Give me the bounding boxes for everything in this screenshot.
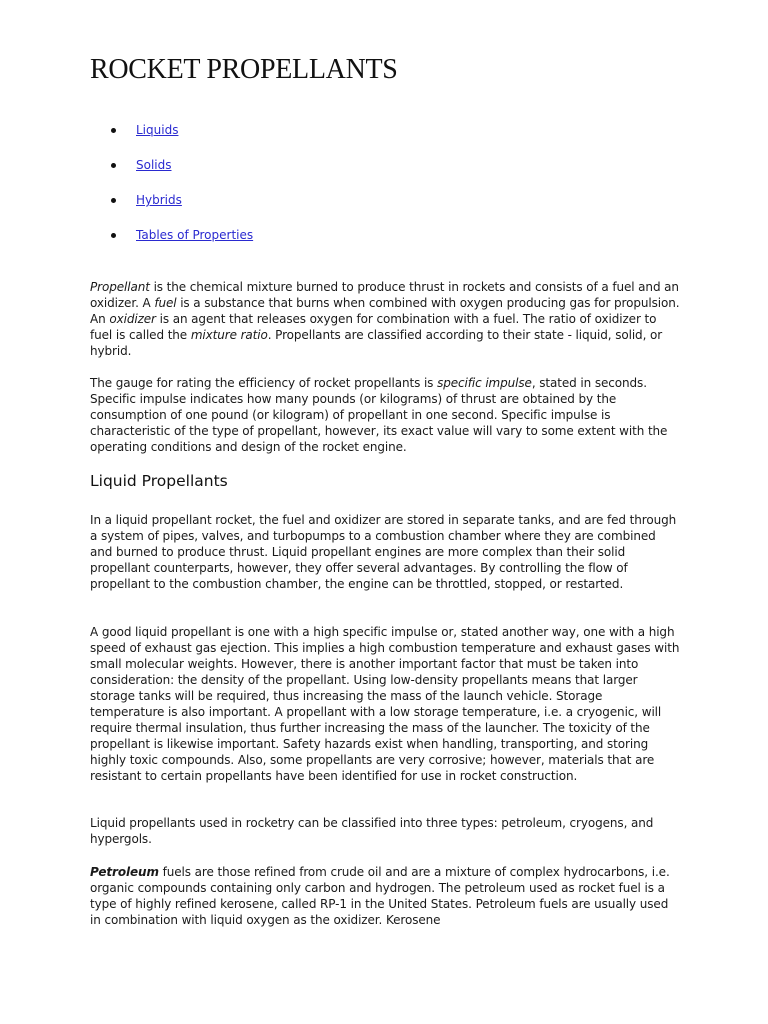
term-oxidizer: oxidizer — [109, 312, 156, 326]
text-run: fuels are those refined from crude oil and are a mixture of complex hydrocarbons, i.e. organic compounds containing only carbon and hydrogen. The petroleum used as rocket fuel is a type of highly refined kerosene, called RP-1 in the United States. Petroleum fuels are usually used in combination with liquid oxygen as the oxidizer. Kerosene — [90, 865, 670, 927]
bullet-icon — [111, 128, 116, 133]
toc-link-solids[interactable]: Solids — [136, 158, 172, 172]
section-heading-liquid-propellants: Liquid Propellants — [90, 472, 228, 490]
liquid-paragraph-types: Liquid propellants used in rocketry can be classified into three types: petroleum, cryogens, and hypergols. — [90, 816, 654, 846]
liquid-paragraph-good-propellant: A good liquid propellant is one with a high specific impulse or, stated another way, one with a high speed of exhaust gas ejection. This implies a high combustion temperature and exhaust gases with small molecular weights. However, there is another important factor that must be taken into consideration: the density of the propellant. Using low-density propellants means that larger storage tanks will be required, thus increasing the mass of the launch vehicle. Storage temperature is also important. A propellant with a low storage temperature, i.e. a cryogenic, will require thermal insulation, thus further increasing the mass of the launcher. The toxicity of the propellant is likewise important. Safety hazards exist when handling, transporting, and storing highly toxic compounds. Also, some propellants are very corrosive; however, materials that are resistant to certain propellants have been identified for use in rocket construction. — [90, 625, 680, 783]
toc-item-solids — [90, 156, 253, 191]
text-run: The gauge for rating the efficiency of rocket propellants is — [90, 376, 438, 390]
text-run: is the chemical mixture burned to produce thrust in rockets and consists of a fuel and an oxidizer. A — [90, 280, 679, 310]
toc-item-hybrids — [90, 191, 253, 226]
term-propellant: Propellant — [90, 280, 150, 294]
toc-item-tables — [90, 226, 253, 261]
bullet-icon — [111, 198, 116, 203]
intro-paragraph-specific-impulse — [90, 375, 680, 455]
bullet-icon — [111, 233, 116, 238]
liquid-paragraph-overview: In a liquid propellant rocket, the fuel and oxidizer are stored in separate tanks, and are fed through a system of pipes, valves, and turbopumps to a combustion chamber where they are combined and burned to produce thrust. Liquid propellant engines are more complex than their solid propellant counterparts, however, they offer several advantages. By controlling the flow of propellant to the combustion chamber, the engine can be throttled, stopped, or restarted. — [90, 513, 677, 591]
liquid-paragraph-petroleum — [90, 864, 680, 928]
toc-link-liquids[interactable]: Liquids — [136, 123, 179, 137]
term-specific-impulse: specific impulse — [437, 376, 532, 390]
term-mixture-ratio: mixture ratio — [190, 328, 268, 342]
term-fuel: fuel — [154, 296, 177, 310]
text-run: is a substance that burns when combined with oxygen producing gas for propulsion. An — [90, 296, 680, 326]
toc-item-liquids — [90, 121, 253, 156]
term-petroleum: Petroleum — [90, 865, 159, 879]
text-run: . Propellants are classified according to their state - liquid, solid, or hybrid. — [90, 328, 663, 358]
text-run: is an agent that releases oxygen for combination with a fuel. The ratio of oxidizer to fuel is called the — [90, 312, 657, 342]
text-run: , stated in seconds. Specific impulse indicates how many pounds (or kilograms) of thrust are obtained by the consumption of one pound (or kilogram) of propellant in one second. Specific impulse is characteristic of the type of propellant, however, its exact value will vary to some extent with the operating conditions and design of the rocket engine. — [90, 376, 668, 454]
toc-link-tables-of-properties[interactable]: Tables of Properties — [136, 228, 254, 242]
toc-link-hybrids[interactable]: Hybrids — [136, 193, 182, 207]
intro-paragraph-propellant — [90, 279, 680, 359]
bullet-icon — [111, 163, 116, 168]
table-of-contents — [90, 121, 253, 261]
page-title: ROCKET PROPELLANTS — [90, 54, 398, 85]
